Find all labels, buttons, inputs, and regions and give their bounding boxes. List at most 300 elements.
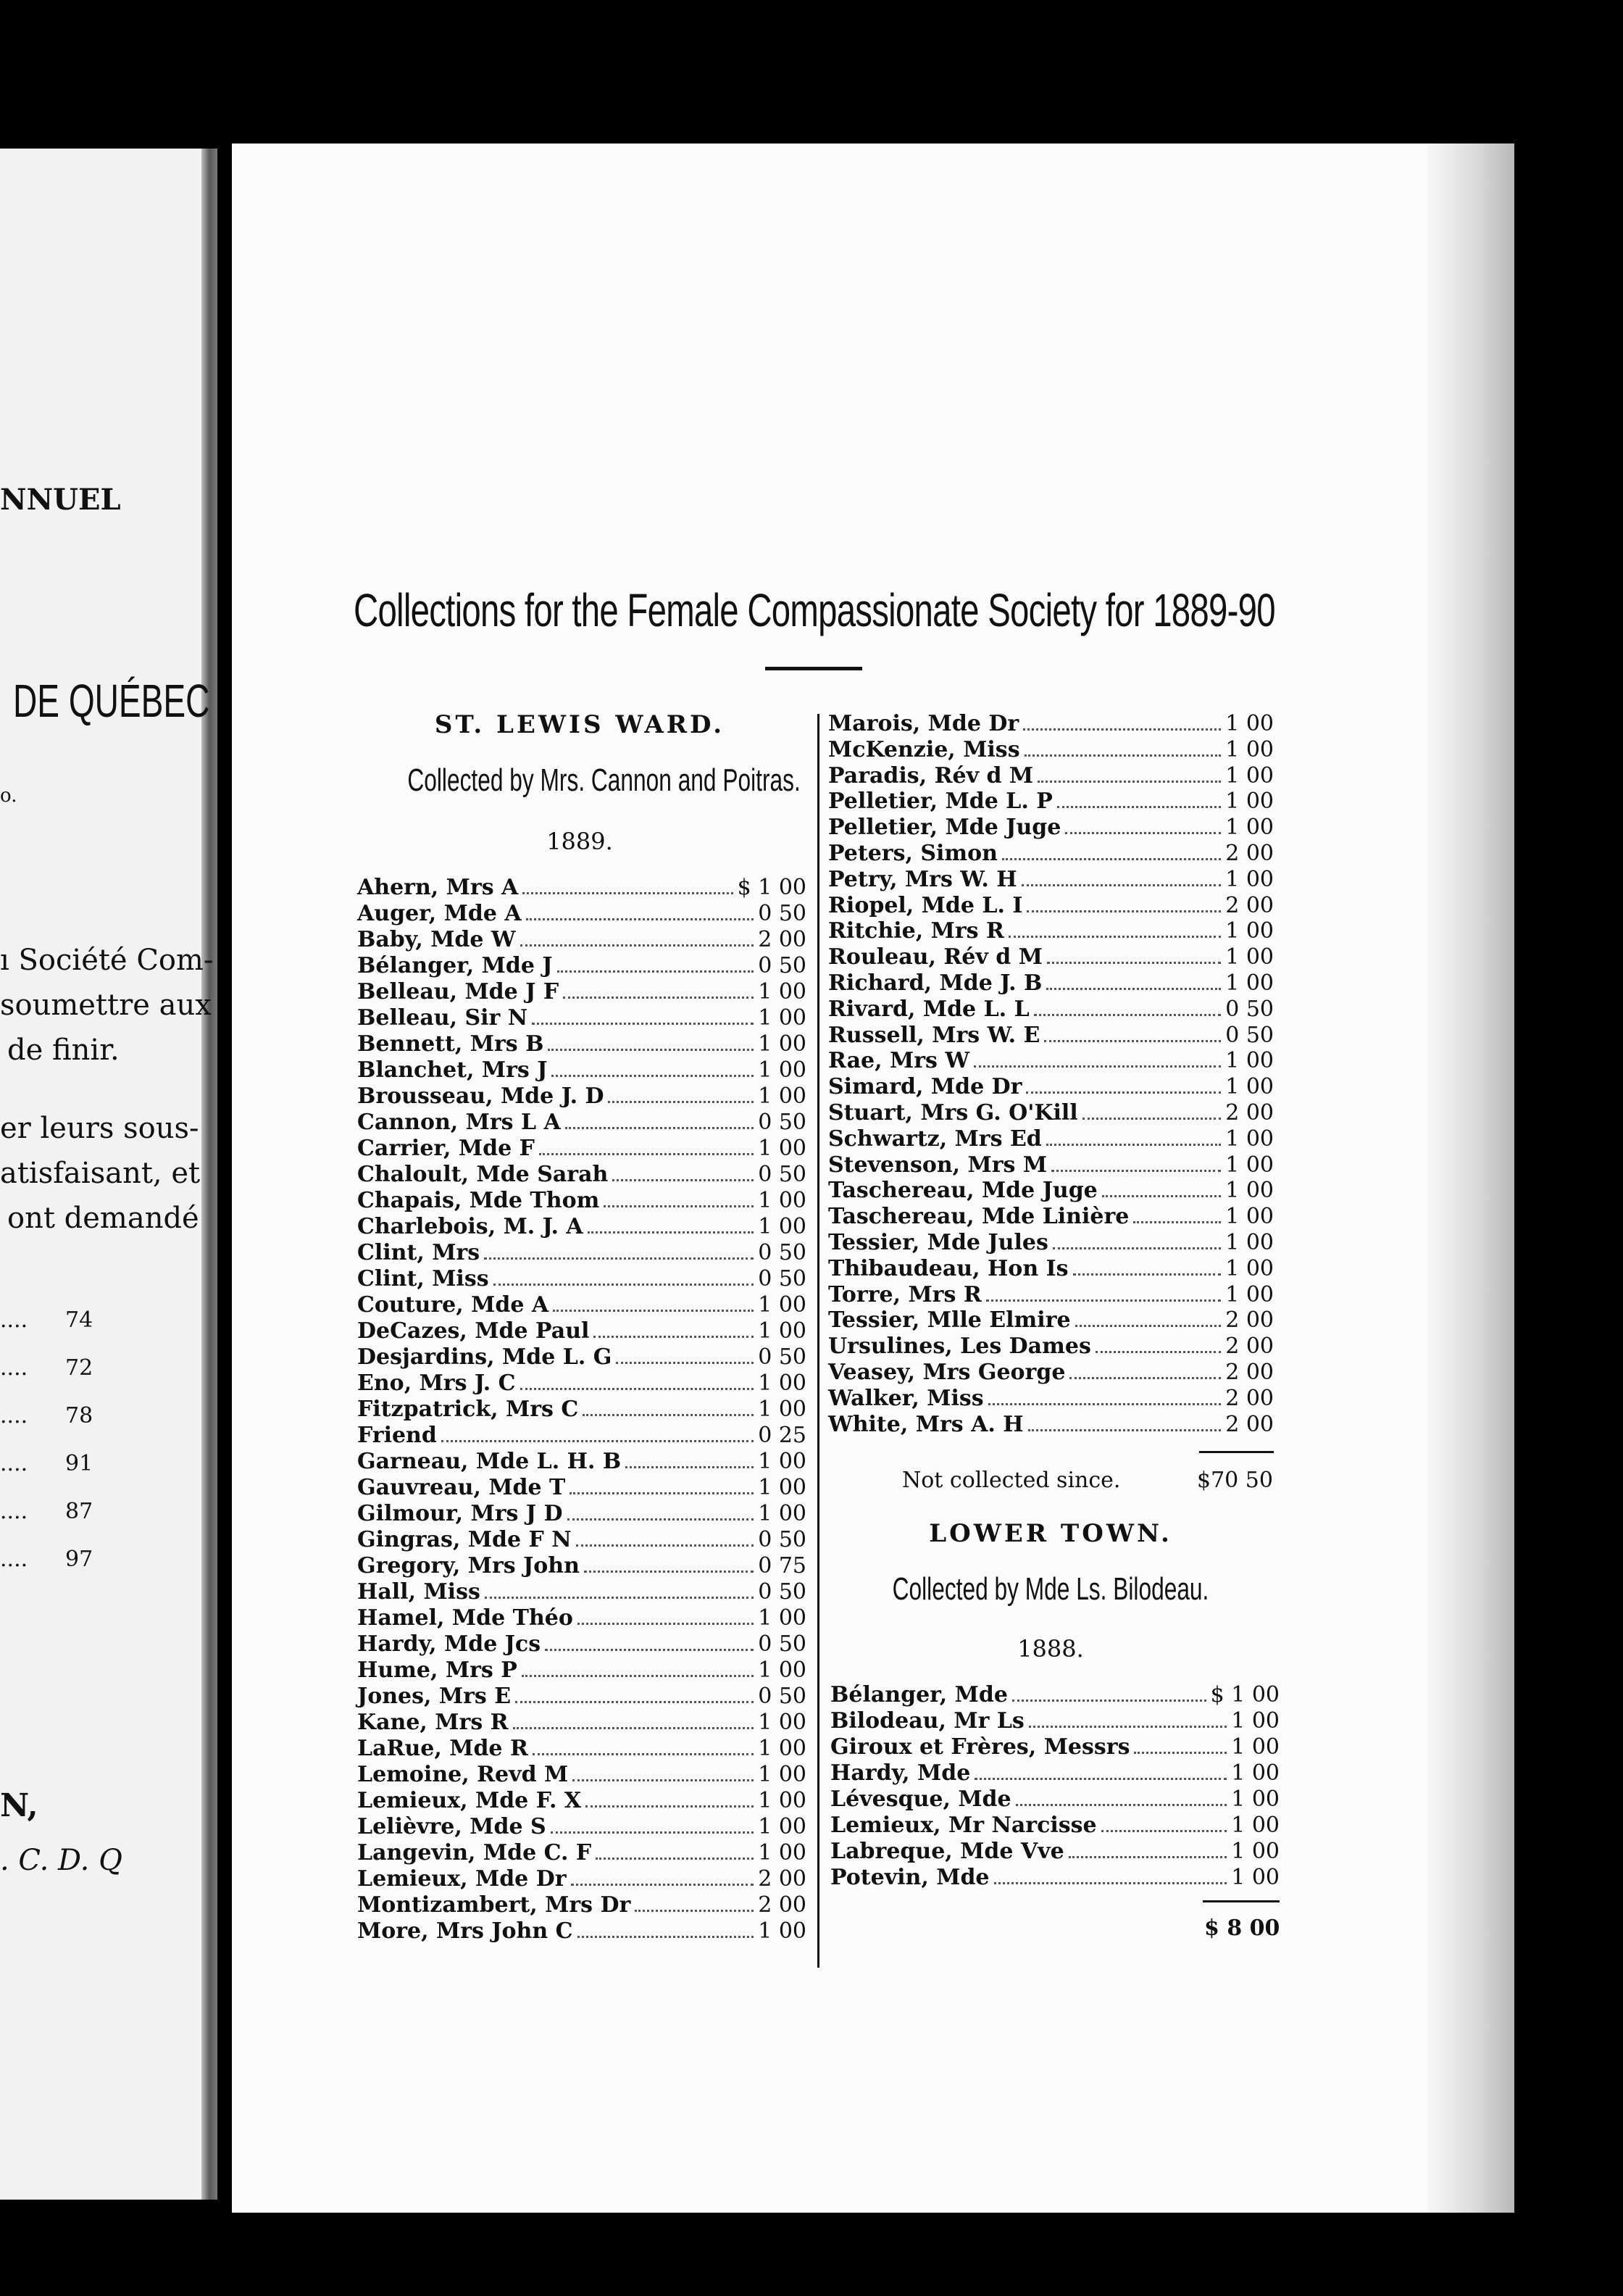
list-item [828, 1229, 1274, 1255]
donation-amount: 1 00 [758, 1736, 806, 1761]
donor-name: Simard, Mde Dr [828, 1074, 1022, 1100]
donor-name: Paradis, Rév d M [828, 762, 1034, 789]
donor-name: Gingras, Mde F N [357, 1527, 572, 1552]
list-item [828, 814, 1274, 840]
donor-name: Hume, Mrs P [357, 1657, 517, 1683]
donor-name: Pelletier, Mde Juge [828, 815, 1061, 841]
list-item [357, 1004, 806, 1031]
list-item [357, 1761, 806, 1787]
leader-dots [557, 970, 754, 973]
donation-amount: 2 00 [1225, 1334, 1274, 1360]
donation-amount: 2 00 [758, 1892, 806, 1918]
left-num: 97 [65, 1547, 93, 1572]
donor-name: Chaloult, Mde Sarah [357, 1162, 609, 1187]
donor-name: LaRue, Mde R [357, 1736, 528, 1761]
donor-name: Lemieux, Mde Dr [357, 1866, 567, 1892]
donor-name: Auger, Mde A [357, 901, 522, 926]
donor-name: Peters, Simon [828, 841, 998, 866]
donation-amount: 1 00 [1225, 1074, 1274, 1100]
left-num-dots: .... [0, 1499, 28, 1524]
list-item [828, 840, 1274, 866]
donor-name: Jones, Mrs E [357, 1684, 512, 1709]
leader-dots [520, 1388, 754, 1390]
leader-dots [1022, 884, 1222, 886]
list-item [357, 926, 806, 952]
leader-dots [526, 918, 754, 920]
donation-amount: $ 1 00 [737, 875, 806, 900]
donor-name: Hardy, Mde [830, 1760, 971, 1786]
donor-name: Rivard, Mde L. L [828, 996, 1030, 1022]
leader-dots [1046, 1144, 1221, 1146]
left-num-dots: .... [0, 1403, 28, 1428]
left-line: ont demandé [7, 1202, 199, 1235]
donor-name: DeCazes, Mde Paul [357, 1318, 590, 1344]
donor-name: Lévesque, Mde [830, 1787, 1011, 1812]
leader-dots [1009, 936, 1221, 938]
list-item [828, 710, 1274, 736]
total-rule [1199, 1451, 1274, 1453]
leader-dots [588, 1231, 754, 1234]
donation-amount: 2 00 [1225, 1411, 1274, 1437]
leader-dots [563, 997, 754, 999]
leader-dots [1046, 988, 1221, 990]
donation-amount: 1 00 [1225, 944, 1274, 970]
list-item [828, 1099, 1274, 1126]
donor-name: Cannon, Mrs L A [357, 1110, 561, 1135]
list-item [830, 1812, 1280, 1838]
leader-dots [548, 1049, 754, 1051]
left-line: soumettre aux [0, 989, 212, 1022]
list-item [830, 1760, 1280, 1786]
donor-name: Desjardins, Mde L. G [357, 1344, 612, 1370]
list-item [357, 1083, 806, 1109]
leader-dots [545, 1649, 754, 1651]
list-item [357, 1344, 806, 1370]
leader-dots [551, 1831, 754, 1834]
donor-name: Montizambert, Mrs Dr [357, 1892, 631, 1918]
leader-dots [604, 1205, 754, 1207]
donation-amount: 2 00 [1225, 1360, 1274, 1385]
donation-amount: 0 50 [1225, 996, 1274, 1022]
donation-amount: 1 00 [1225, 1126, 1274, 1152]
leader-dots [1023, 728, 1221, 731]
leader-dots [1133, 1221, 1221, 1223]
list-item [357, 900, 806, 926]
donation-amount: 0 50 [758, 1527, 806, 1552]
list-item [357, 1318, 806, 1344]
leader-dots [986, 1299, 1221, 1302]
list-item [357, 1057, 806, 1083]
donation-amount: 1 00 [758, 1318, 806, 1344]
donor-name: Garneau, Mde L. H. B [357, 1449, 622, 1474]
donation-amount: 1 00 [758, 1397, 806, 1422]
list-item [828, 944, 1274, 970]
list-item [357, 1239, 806, 1265]
donor-name: Gilmour, Mrs J D [357, 1501, 563, 1526]
donation-amount: 1 00 [758, 1292, 806, 1318]
left-num: 74 [65, 1307, 93, 1333]
left-num: 87 [65, 1499, 93, 1524]
leader-dots [1069, 1377, 1221, 1379]
leader-dots [975, 1778, 1227, 1780]
lower-town-total: $ 8 00 [1204, 1916, 1280, 1941]
leader-dots [441, 1440, 754, 1442]
list-item [828, 1411, 1274, 1437]
leader-dots [567, 1518, 754, 1521]
donor-name: Clint, Miss [357, 1266, 489, 1292]
donation-amount: 0 50 [758, 1240, 806, 1265]
donation-amount: 1 00 [758, 1005, 806, 1031]
list-item [357, 1918, 806, 1944]
left-num-dots: .... [0, 1547, 28, 1572]
left-heading: NNUEL [0, 483, 121, 517]
donor-name: Rouleau, Rév d M [828, 944, 1043, 970]
donor-name: Giroux et Frères, Messrs [830, 1734, 1130, 1760]
left-sig: N, [0, 1787, 38, 1824]
donation-amount: 1 00 [758, 1762, 806, 1787]
leader-dots [596, 1858, 754, 1860]
donor-name: Friend [357, 1423, 437, 1448]
donor-name: Tessier, Mde Jules [828, 1230, 1048, 1255]
title-rule [765, 667, 862, 670]
donation-amount: 1 00 [1225, 1152, 1274, 1178]
donation-amount: 1 00 [1225, 1255, 1274, 1281]
leader-dots [1016, 1804, 1227, 1806]
leader-dots [1134, 1752, 1227, 1754]
donation-amount: 1 00 [1231, 1865, 1280, 1890]
donation-amount: 1 00 [1231, 1839, 1280, 1864]
leader-dots [551, 1075, 754, 1077]
left-num-dots: .... [0, 1307, 28, 1333]
donation-amount: 0 50 [758, 1110, 806, 1135]
leader-dots [577, 1623, 754, 1625]
leader-dots [994, 1882, 1227, 1884]
list-item [828, 1126, 1274, 1152]
donation-amount: 1 00 [1225, 866, 1274, 892]
list-item [357, 1735, 806, 1761]
leader-dots [493, 1284, 754, 1286]
list-item [828, 736, 1274, 762]
list-item [828, 996, 1274, 1022]
donation-amount: 1 00 [758, 1214, 806, 1239]
donation-amount: 1 00 [1231, 1813, 1280, 1838]
page-title: Collections for the Female Compassionate Society for 1889-90 [354, 584, 1275, 636]
donation-amount: 1 00 [758, 1657, 806, 1683]
list-item [828, 918, 1274, 944]
st-lewis-heading: ST. LEWIS WARD. [434, 710, 725, 739]
donor-name: Marois, Mde Dr [828, 711, 1019, 736]
donation-amount: 1 00 [758, 1605, 806, 1631]
donation-amount: 0 50 [758, 953, 806, 978]
donation-amount: 1 00 [1231, 1760, 1280, 1786]
lower-total-rule [1203, 1900, 1280, 1902]
left-line: de finir. [7, 1033, 120, 1067]
donation-amount: 1 00 [758, 1840, 806, 1865]
list-item [828, 1255, 1274, 1281]
left-num: 91 [65, 1451, 93, 1476]
donor-name: Rae, Mrs W [828, 1048, 970, 1074]
list-item [357, 1605, 806, 1631]
donor-name: Ursulines, Les Dames [828, 1334, 1091, 1360]
list-item [828, 1307, 1274, 1333]
leader-dots [513, 1727, 754, 1729]
leader-dots [583, 1414, 754, 1416]
leader-dots [1051, 1170, 1221, 1172]
list-item [828, 788, 1274, 814]
donor-name: Eno, Mrs J. C [357, 1370, 516, 1396]
list-item [357, 978, 806, 1004]
donation-amount: 1 00 [758, 1057, 806, 1083]
leader-dots [565, 1127, 754, 1129]
leader-dots [533, 1753, 754, 1755]
list-item [357, 1526, 806, 1552]
donor-name: Tessier, Mlle Elmire [828, 1307, 1071, 1334]
leader-dots [571, 1884, 754, 1886]
list-item [830, 1734, 1280, 1760]
leader-dots [616, 1362, 754, 1364]
list-item [830, 1681, 1280, 1708]
list-item [828, 1385, 1274, 1411]
donation-amount: 1 00 [758, 1814, 806, 1839]
donor-name: Lemieux, Mr Narcisse [830, 1813, 1097, 1838]
leader-dots [584, 1571, 754, 1573]
list-item [828, 1281, 1274, 1307]
donation-amount: 1 00 [758, 1918, 806, 1944]
leader-dots [1025, 754, 1222, 757]
donation-amount: 1 00 [1231, 1787, 1280, 1812]
donation-amount: 1 00 [1231, 1708, 1280, 1734]
donor-name: Baby, Mde W [357, 927, 516, 952]
donation-amount: 1 00 [758, 1031, 806, 1057]
donor-name: Lemoine, Revd M [357, 1762, 569, 1787]
not-collected-label: Not collected since. [902, 1468, 1121, 1493]
leader-dots [1075, 1325, 1222, 1327]
lower-town-heading: LOWER TOWN. [929, 1519, 1172, 1548]
leader-dots [532, 1023, 754, 1025]
leader-dots [1027, 910, 1221, 912]
list-item [357, 1396, 806, 1422]
list-item [830, 1838, 1280, 1864]
donor-name: Bilodeau, Mr Ls [830, 1708, 1025, 1734]
donor-name: Torre, Mrs R [828, 1281, 982, 1307]
donor-name: Fitzpatrick, Mrs C [357, 1397, 579, 1422]
leader-dots [522, 892, 733, 894]
continued-total: $70 50 [1197, 1468, 1273, 1493]
list-item [357, 1109, 806, 1135]
leader-dots [608, 1101, 754, 1103]
leader-dots [1038, 781, 1221, 783]
leader-dots [1044, 1040, 1221, 1042]
donation-amount: 2 00 [1225, 841, 1274, 866]
donation-amount: 1 00 [1225, 970, 1274, 996]
donation-amount: 2 00 [758, 927, 806, 952]
donor-name: Clint, Mrs [357, 1240, 480, 1265]
donation-amount: 1 00 [758, 1370, 806, 1396]
donation-amount: 1 00 [1225, 1230, 1274, 1255]
donor-name: Petry, Mrs W. H [828, 866, 1017, 892]
donor-name: Ahern, Mrs A [357, 875, 519, 900]
donation-amount: 0 50 [758, 1344, 806, 1370]
list-item [357, 1839, 806, 1865]
donor-name: Stuart, Mrs G. O'Kill [828, 1100, 1078, 1126]
list-item [357, 1370, 806, 1396]
list-item [828, 1359, 1274, 1385]
donor-name: Taschereau, Mde Linière [828, 1204, 1130, 1230]
leader-dots [1026, 1091, 1221, 1094]
leader-dots [515, 1701, 754, 1703]
donation-amount: 2 00 [1225, 1385, 1274, 1411]
donation-amount: 1 00 [1225, 1281, 1274, 1307]
donor-name: Thibaudeau, Hon Is [828, 1255, 1069, 1281]
leader-dots [553, 1310, 754, 1312]
donation-amount: 1 00 [1225, 1048, 1274, 1074]
list-item [828, 1152, 1274, 1178]
leader-dots [988, 1403, 1222, 1405]
donor-name: Walker, Miss [828, 1385, 984, 1411]
donation-amount: 1 00 [758, 1475, 806, 1500]
list-item [357, 1631, 806, 1657]
list-item [357, 1892, 806, 1918]
donor-name: Lemieux, Mde F. X [357, 1788, 582, 1813]
donation-amount: 1 00 [1225, 1204, 1274, 1230]
column-divider [817, 714, 819, 1968]
leader-dots [577, 1936, 754, 1938]
donation-amount: 0 50 [758, 1684, 806, 1709]
donor-name: Bélanger, Mde J [357, 953, 553, 978]
donation-amount: 1 00 [1225, 815, 1274, 841]
donation-amount: 2 00 [1225, 892, 1274, 918]
left-page [0, 149, 217, 2200]
donation-amount: 1 00 [758, 1083, 806, 1109]
donation-amount: 1 00 [758, 1501, 806, 1526]
donor-name: Lelièvre, Mde S [357, 1814, 546, 1839]
donation-amount: 1 00 [1225, 789, 1274, 815]
donation-amount: 1 00 [1225, 918, 1274, 944]
left-line: ı Société Com- [0, 944, 214, 977]
donation-amount: 1 00 [1231, 1734, 1280, 1760]
donor-name: Schwartz, Mrs Ed [828, 1126, 1042, 1152]
donation-amount: 0 75 [758, 1553, 806, 1578]
list-item [830, 1864, 1280, 1890]
leader-dots [1065, 832, 1221, 834]
leader-dots [1069, 1856, 1227, 1858]
leader-dots [1057, 806, 1221, 808]
donor-name: Bélanger, Mde [830, 1682, 1008, 1708]
donor-name: Hall, Miss [357, 1579, 480, 1605]
left-line: atisfaisant, et [0, 1157, 201, 1190]
page-edge [1427, 144, 1514, 2213]
donor-name: More, Mrs John C [357, 1918, 573, 1944]
list-item [357, 874, 806, 900]
list-item [357, 1161, 806, 1187]
donor-name: Taschereau, Mde Juge [828, 1178, 1098, 1204]
donation-amount: 0 50 [758, 1162, 806, 1187]
donor-name: Chapais, Mde Thom [357, 1188, 600, 1213]
list-item [828, 1333, 1274, 1359]
donor-name: Riopel, Mde L. I [828, 892, 1023, 918]
donation-amount: 1 00 [758, 1788, 806, 1813]
leader-dots [569, 1492, 754, 1494]
donor-name: Pelletier, Mde L. P [828, 789, 1053, 815]
leader-dots [625, 1466, 754, 1468]
leader-dots [1073, 1273, 1222, 1276]
donor-name: Charlebois, M. J. A [357, 1214, 583, 1239]
list-item [828, 1203, 1274, 1229]
list-item [357, 1265, 806, 1292]
donation-amount: 1 00 [1225, 1178, 1274, 1204]
leader-dots [484, 1257, 754, 1260]
left-small: o. [0, 785, 17, 807]
donation-amount: 0 50 [758, 1266, 806, 1292]
st-lewis-collected: Collected by Mrs. Cannon and Poitras. [407, 762, 801, 798]
leader-dots [1101, 1830, 1227, 1832]
list-item [357, 1448, 806, 1474]
donation-amount: 1 00 [758, 979, 806, 1004]
donor-name: Couture, Mde A [357, 1292, 549, 1318]
donation-amount: 2 00 [1225, 1100, 1274, 1126]
list-item [357, 1500, 806, 1526]
list-item [357, 1552, 806, 1578]
donor-name: Ritchie, Mrs R [828, 918, 1004, 944]
list-item [357, 1683, 806, 1709]
list-item [357, 1787, 806, 1813]
page-spine [201, 149, 217, 2200]
list-item [357, 1578, 806, 1605]
left-line: er leurs sous- [0, 1112, 199, 1145]
donor-name: Veasey, Mrs George [828, 1360, 1066, 1385]
list-item [357, 1213, 806, 1239]
leader-dots [1096, 1351, 1221, 1353]
list-item [828, 1022, 1274, 1048]
donation-amount: 1 00 [1225, 762, 1274, 789]
donor-name: Richard, Mde J. B [828, 970, 1043, 996]
donation-amount: 0 50 [758, 1579, 806, 1605]
left-city: DE QUÉBEC [13, 675, 210, 727]
list-item [830, 1708, 1280, 1734]
leader-dots [522, 1675, 754, 1677]
left-sig2: . C. D. Q [0, 1844, 122, 1877]
leader-dots [974, 1065, 1221, 1068]
left-num-dots: .... [0, 1355, 28, 1381]
donor-name: Hamel, Mde Théo [357, 1605, 573, 1631]
donor-name: Gauvreau, Mde T [357, 1475, 566, 1500]
list-item [828, 1073, 1274, 1099]
list-item [828, 892, 1274, 918]
donor-name: Langevin, Mde C. F [357, 1840, 592, 1865]
leader-dots [593, 1336, 754, 1338]
list-item [830, 1786, 1280, 1812]
leader-dots [576, 1544, 754, 1547]
left-num: 72 [65, 1355, 93, 1381]
donor-name: White, Mrs A. H [828, 1411, 1024, 1437]
donation-amount: 2 00 [1225, 1307, 1274, 1334]
list-item [357, 1709, 806, 1735]
list-item [357, 1657, 806, 1683]
list-item [357, 1422, 806, 1448]
list-item [357, 1187, 806, 1213]
leader-dots [612, 1179, 754, 1181]
leader-dots [585, 1805, 754, 1808]
lower-town-year: 1888. [1017, 1635, 1084, 1663]
st-lewis-year: 1889. [546, 828, 613, 855]
donor-name: Potevin, Mde [830, 1865, 990, 1890]
donation-amount: 2 00 [758, 1866, 806, 1892]
donor-name: McKenzie, Miss [828, 736, 1020, 762]
donation-amount: 0 50 [758, 901, 806, 926]
leader-dots [1028, 1429, 1222, 1431]
lower-town-collected: Collected by Mde Ls. Bilodeau. [892, 1571, 1209, 1607]
donor-name: Belleau, Sir N [357, 1005, 528, 1031]
